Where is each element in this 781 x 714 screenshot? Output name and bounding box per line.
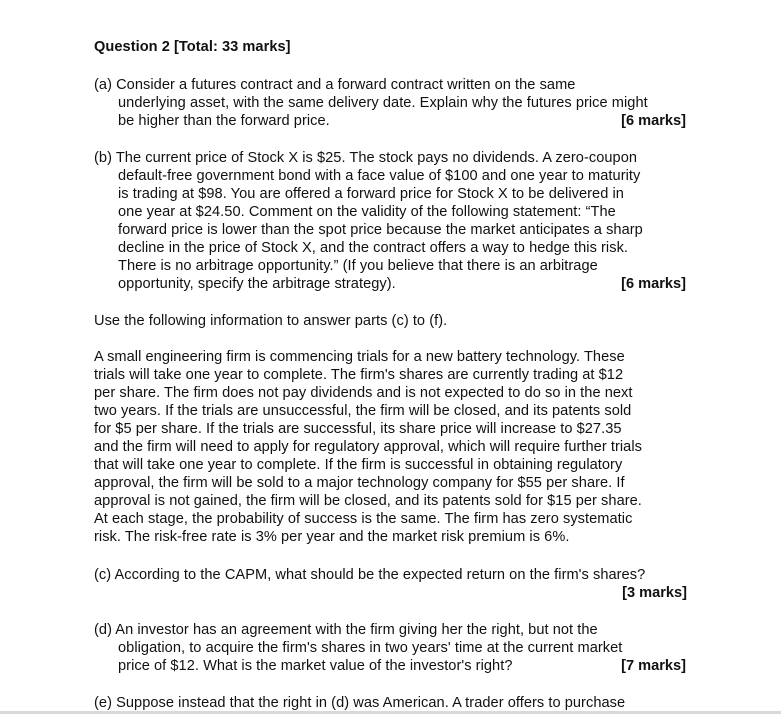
part-d-line: obligation, to acquire the firm's shares in two years' time at the current market [118,640,623,656]
scenario-line: A small engineering firm is commencing trials for a new battery technology. These [94,349,625,365]
scenario-line: and the firm will need to apply for regulatory approval, which will require further trials [94,439,642,455]
part-a-marks: [6 marks] [621,113,686,129]
part-d-line: (d) An investor has an agreement with the firm giving her the right, but not the [94,622,598,638]
part-c-marks: [3 marks] [622,585,687,601]
scenario-line: that will take one year to complete. If the firm is successful in obtaining regulatory [94,457,623,473]
question-title: Question 2 [Total: 33 marks] [94,39,291,55]
part-e-line: (e) Suppose instead that the right in (d) was American. A trader offers to purchase [94,695,626,711]
part-b-line: one year at $24.50. Comment on the validity of the following statement: “The [118,204,616,220]
scenario-line: approval is not gained, the firm will be closed, and its patents sold for $15 per share. [94,493,642,509]
part-b-line: There is no arbitrage opportunity.” (If you believe that there is an arbitrage [118,258,598,274]
scenario-line: for $5 per share. If the trials are successful, its share price will increase to $27.35 [94,421,622,437]
part-b-line: is trading at $98. You are offered a forward price for Stock X to be delivered in [118,186,624,202]
scenario-line: trials will take one year to complete. The firm's shares are currently trading at $12 [94,367,624,383]
part-d-line: price of $12. What is the market value of the investor's right? [118,658,513,674]
part-b-line: (b) The current price of Stock X is $25. The stock pays no dividends. A zero-coupon [94,150,638,166]
part-d-marks: [7 marks] [621,658,686,674]
scenario-line: approval, the firm will be sold to a major technology company for $55 per share. If [94,475,625,491]
part-b-line: forward price is lower than the spot price because the market anticipates a sharp [118,222,643,238]
part-a-line: underlying asset, with the same delivery date. Explain why the futures price might [118,95,648,111]
part-a-line: be higher than the forward price. [118,113,330,129]
part-b-marks: [6 marks] [621,276,686,292]
info-intro: Use the following information to answer parts (c) to (f). [94,313,448,329]
part-c-line: (c) According to the CAPM, what should be the expected return on the firm's shares? [94,567,646,583]
part-b-line: opportunity, specify the arbitrage strategy). [118,276,396,292]
scenario-line: At each stage, the probability of success is the same. The firm has zero systematic [94,511,633,527]
scenario-line: risk. The risk-free rate is 3% per year and the market risk premium is 6%. [94,529,570,545]
scenario-line: two years. If the trials are unsuccessful, the firm will be closed, and its patents sold [94,403,632,419]
scenario-line: per share. The firm does not pay dividends and is not expected to do so in the next [94,385,633,401]
part-a-line: (a) Consider a futures contract and a forward contract written on the same [94,77,576,93]
part-b-line: decline in the price of Stock X, and the contract offers a way to hedge this risk. [118,240,629,256]
part-b-line: default-free government bond with a face value of $100 and one year to maturity [118,168,641,184]
